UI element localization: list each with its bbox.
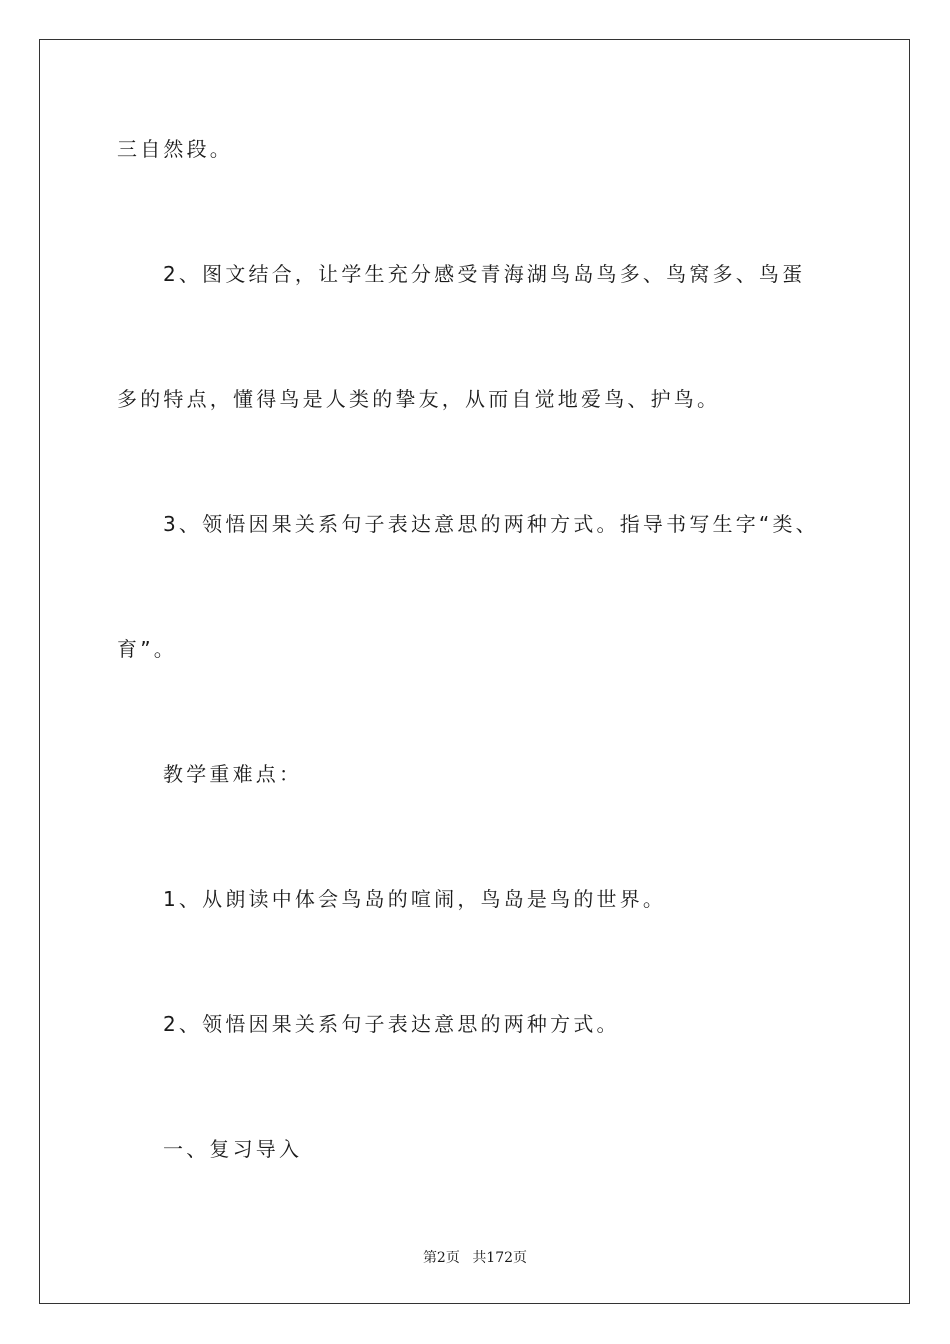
text-line-8: 2、领悟因果关系句子表达意思的两种方式。 [163,1012,620,1036]
text-line-4: 3、领悟因果关系句子表达意思的两种方式。指导书写生字“类、 [163,512,819,536]
page-number: 第2页 [422,1250,460,1266]
section-heading-key-points: 教学重难点： [163,762,303,786]
text-line-7: 1、从朗读中体会鸟岛的喧闹，鸟岛是鸟的世界。 [163,887,667,911]
text-line-3: 多的特点，懂得鸟是人类的挚友，从而自觉地爱鸟、护鸟。 [117,387,721,411]
text-line-1: 三自然段。 [117,137,233,161]
text-line-5: 育”。 [117,637,177,661]
page-border [39,39,910,1304]
text-line-2: 2、图文结合，让学生充分感受青海湖鸟岛鸟多、鸟窝多、鸟蛋 [163,262,806,286]
page-footer [0,1248,950,1268]
page-total: 共172页 [472,1250,528,1266]
section-heading-review: 一、复习导入 [163,1137,303,1161]
